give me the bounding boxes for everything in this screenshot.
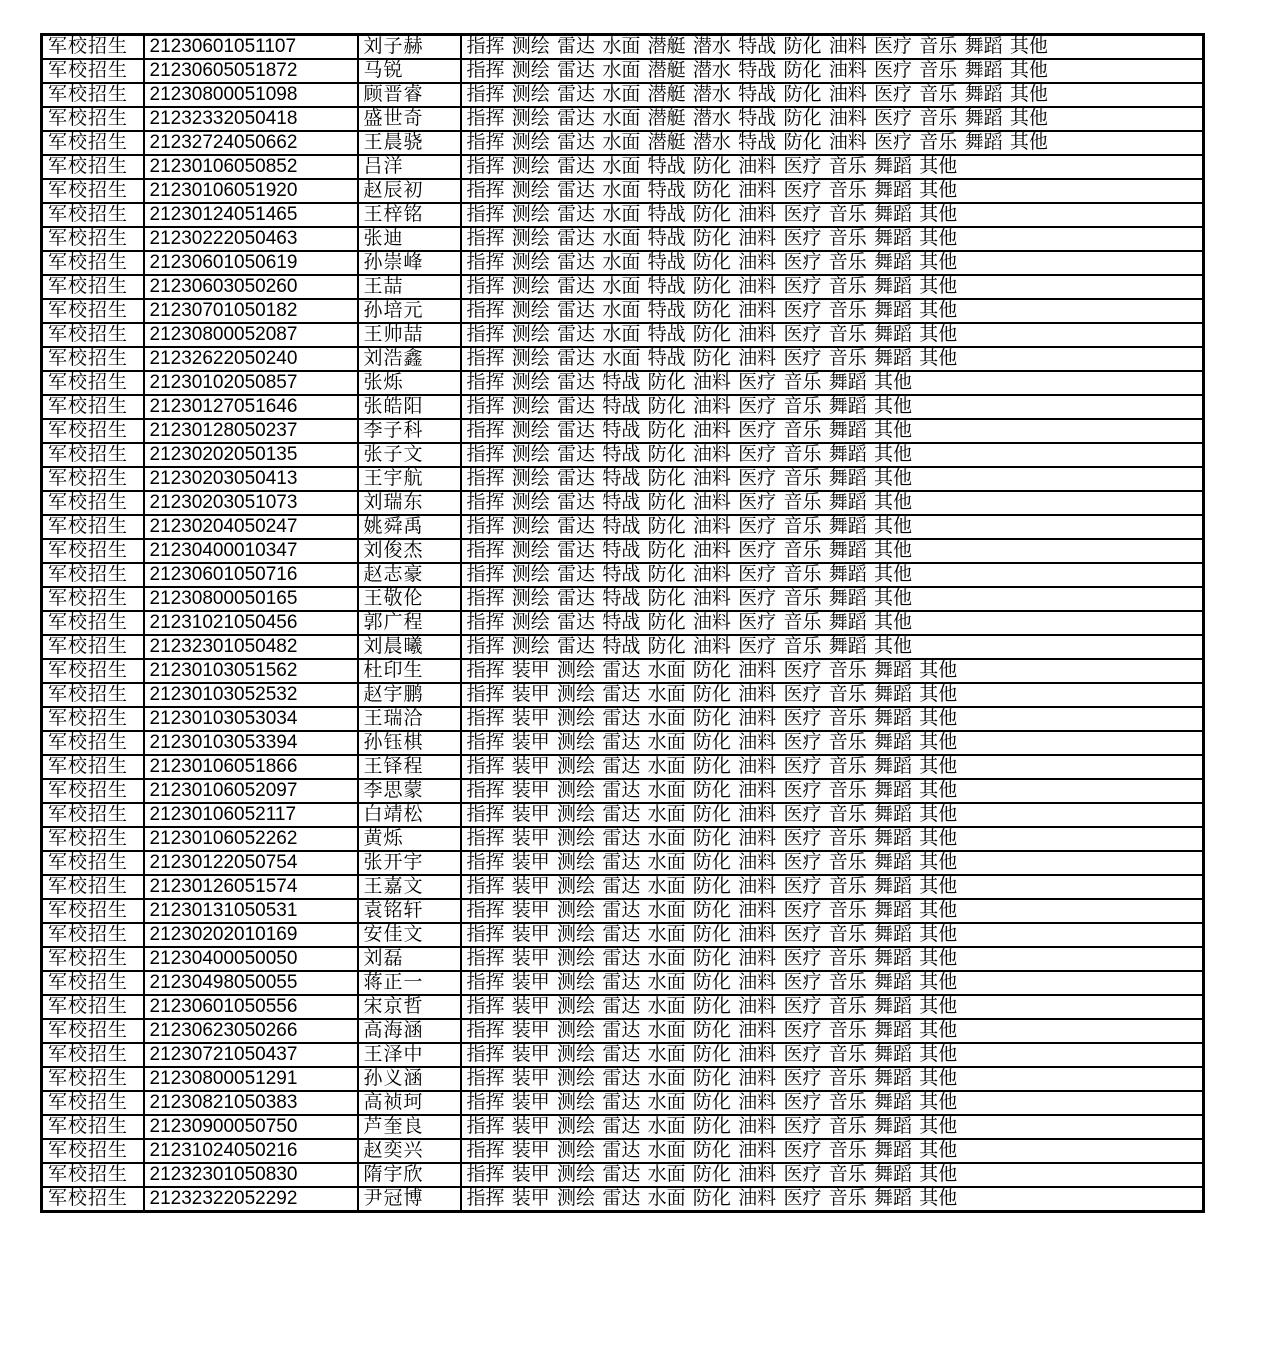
subjects-cell: 指挥 测绘 雷达 水面 潜艇 潜水 特战 防化 油料 医疗 音乐 舞蹈 其他: [461, 83, 1204, 107]
name-cell: 李思蒙: [358, 779, 461, 803]
category-cell: 军校招生: [42, 731, 144, 755]
category-cell: 军校招生: [42, 35, 144, 60]
category-cell: 军校招生: [42, 1043, 144, 1067]
table-row: [42, 131, 1204, 155]
table-row: [42, 827, 1204, 851]
table-row: [42, 563, 1204, 587]
category-cell: 军校招生: [42, 251, 144, 275]
exam-id-cell: 21230601050716: [144, 563, 358, 587]
table-row: [42, 899, 1204, 923]
name-cell: 刘瑞东: [358, 491, 461, 515]
category-cell: 军校招生: [42, 803, 144, 827]
category-cell: 军校招生: [42, 611, 144, 635]
candidate-table-body: [42, 35, 1204, 1212]
exam-id-cell: 21230122050754: [144, 851, 358, 875]
exam-id-cell: 21230103052532: [144, 683, 358, 707]
name-cell: 杜印生: [358, 659, 461, 683]
subjects-cell: 指挥 测绘 雷达 水面 特战 防化 油料 医疗 音乐 舞蹈 其他: [461, 347, 1204, 371]
subjects-cell: 指挥 装甲 测绘 雷达 水面 防化 油料 医疗 音乐 舞蹈 其他: [461, 995, 1204, 1019]
category-cell: 军校招生: [42, 707, 144, 731]
exam-id-cell: 21230103051562: [144, 659, 358, 683]
table-row: [42, 755, 1204, 779]
category-cell: 军校招生: [42, 347, 144, 371]
subjects-cell: 指挥 测绘 雷达 特战 防化 油料 医疗 音乐 舞蹈 其他: [461, 611, 1204, 635]
subjects-cell: 指挥 装甲 测绘 雷达 水面 防化 油料 医疗 音乐 舞蹈 其他: [461, 1091, 1204, 1115]
exam-id-cell: 21230701050182: [144, 299, 358, 323]
name-cell: 白靖松: [358, 803, 461, 827]
subjects-cell: 指挥 装甲 测绘 雷达 水面 防化 油料 医疗 音乐 舞蹈 其他: [461, 971, 1204, 995]
subjects-cell: 指挥 测绘 雷达 特战 防化 油料 医疗 音乐 舞蹈 其他: [461, 635, 1204, 659]
table-row: [42, 251, 1204, 275]
table-row: [42, 179, 1204, 203]
name-cell: 孙崇峰: [358, 251, 461, 275]
exam-id-cell: 21230800051098: [144, 83, 358, 107]
category-cell: 军校招生: [42, 275, 144, 299]
subjects-cell: 指挥 装甲 测绘 雷达 水面 防化 油料 医疗 音乐 舞蹈 其他: [461, 1019, 1204, 1043]
table-row: [42, 35, 1204, 60]
name-cell: 王瑞洽: [358, 707, 461, 731]
exam-id-cell: 21230128050237: [144, 419, 358, 443]
exam-id-cell: 21232301050830: [144, 1163, 358, 1187]
name-cell: 王喆: [358, 275, 461, 299]
name-cell: 赵宇鹏: [358, 683, 461, 707]
table-row: [42, 395, 1204, 419]
table-row: [42, 419, 1204, 443]
subjects-cell: 指挥 测绘 雷达 水面 特战 防化 油料 医疗 音乐 舞蹈 其他: [461, 227, 1204, 251]
table-row: [42, 371, 1204, 395]
table-row: [42, 779, 1204, 803]
subjects-cell: 指挥 装甲 测绘 雷达 水面 防化 油料 医疗 音乐 舞蹈 其他: [461, 923, 1204, 947]
name-cell: 芦奎良: [358, 1115, 461, 1139]
subjects-cell: 指挥 装甲 测绘 雷达 水面 防化 油料 医疗 音乐 舞蹈 其他: [461, 1115, 1204, 1139]
category-cell: 军校招生: [42, 587, 144, 611]
table-row: [42, 155, 1204, 179]
name-cell: 姚舜禹: [358, 515, 461, 539]
name-cell: 王宇航: [358, 467, 461, 491]
subjects-cell: 指挥 装甲 测绘 雷达 水面 防化 油料 医疗 音乐 舞蹈 其他: [461, 1139, 1204, 1163]
name-cell: 安佳文: [358, 923, 461, 947]
name-cell: 黄烁: [358, 827, 461, 851]
table-row: [42, 443, 1204, 467]
category-cell: 军校招生: [42, 659, 144, 683]
name-cell: 蒋正一: [358, 971, 461, 995]
category-cell: 军校招生: [42, 155, 144, 179]
category-cell: 军校招生: [42, 131, 144, 155]
name-cell: 李子科: [358, 419, 461, 443]
subjects-cell: 指挥 装甲 测绘 雷达 水面 防化 油料 医疗 音乐 舞蹈 其他: [461, 755, 1204, 779]
name-cell: 王梓铭: [358, 203, 461, 227]
exam-id-cell: 21230106051920: [144, 179, 358, 203]
exam-id-cell: 21230603050260: [144, 275, 358, 299]
category-cell: 军校招生: [42, 1115, 144, 1139]
category-cell: 军校招生: [42, 995, 144, 1019]
table-row: [42, 611, 1204, 635]
subjects-cell: 指挥 测绘 雷达 水面 特战 防化 油料 医疗 音乐 舞蹈 其他: [461, 155, 1204, 179]
exam-id-cell: 21230103053034: [144, 707, 358, 731]
exam-id-cell: 21230127051646: [144, 395, 358, 419]
category-cell: 军校招生: [42, 179, 144, 203]
table-row: [42, 491, 1204, 515]
table-row: [42, 971, 1204, 995]
category-cell: 军校招生: [42, 875, 144, 899]
table-row: [42, 803, 1204, 827]
name-cell: 孙钰棋: [358, 731, 461, 755]
subjects-cell: 指挥 测绘 雷达 水面 特战 防化 油料 医疗 音乐 舞蹈 其他: [461, 251, 1204, 275]
category-cell: 军校招生: [42, 371, 144, 395]
category-cell: 军校招生: [42, 515, 144, 539]
subjects-cell: 指挥 测绘 雷达 特战 防化 油料 医疗 音乐 舞蹈 其他: [461, 395, 1204, 419]
category-cell: 军校招生: [42, 1163, 144, 1187]
subjects-cell: 指挥 测绘 雷达 特战 防化 油料 医疗 音乐 舞蹈 其他: [461, 587, 1204, 611]
name-cell: 刘晨曦: [358, 635, 461, 659]
category-cell: 军校招生: [42, 467, 144, 491]
table-row: [42, 1091, 1204, 1115]
name-cell: 宋京哲: [358, 995, 461, 1019]
table-row: [42, 875, 1204, 899]
exam-id-cell: 21230102050857: [144, 371, 358, 395]
category-cell: 军校招生: [42, 227, 144, 251]
exam-id-cell: 21230800051291: [144, 1067, 358, 1091]
subjects-cell: 指挥 测绘 雷达 水面 特战 防化 油料 医疗 音乐 舞蹈 其他: [461, 299, 1204, 323]
subjects-cell: 指挥 测绘 雷达 水面 潜艇 潜水 特战 防化 油料 医疗 音乐 舞蹈 其他: [461, 59, 1204, 83]
name-cell: 刘子赫: [358, 35, 461, 60]
table-row: [42, 1163, 1204, 1187]
category-cell: 军校招生: [42, 1139, 144, 1163]
candidate-table: [40, 33, 1205, 1213]
name-cell: 张开宇: [358, 851, 461, 875]
name-cell: 王帅喆: [358, 323, 461, 347]
table-row: [42, 107, 1204, 131]
table-row: [42, 731, 1204, 755]
name-cell: 盛世奇: [358, 107, 461, 131]
name-cell: 刘磊: [358, 947, 461, 971]
name-cell: 王嘉文: [358, 875, 461, 899]
category-cell: 军校招生: [42, 971, 144, 995]
exam-id-cell: 21230601050556: [144, 995, 358, 1019]
exam-id-cell: 21230106052097: [144, 779, 358, 803]
exam-id-cell: 21230106051866: [144, 755, 358, 779]
name-cell: 郭广程: [358, 611, 461, 635]
subjects-cell: 指挥 装甲 测绘 雷达 水面 防化 油料 医疗 音乐 舞蹈 其他: [461, 875, 1204, 899]
table-row: [42, 515, 1204, 539]
name-cell: 马锐: [358, 59, 461, 83]
category-cell: 军校招生: [42, 1187, 144, 1212]
subjects-cell: 指挥 测绘 雷达 特战 防化 油料 医疗 音乐 舞蹈 其他: [461, 515, 1204, 539]
exam-id-cell: 21232301050482: [144, 635, 358, 659]
table-row: [42, 947, 1204, 971]
category-cell: 军校招生: [42, 1067, 144, 1091]
exam-id-cell: 21230800052087: [144, 323, 358, 347]
subjects-cell: 指挥 测绘 雷达 水面 特战 防化 油料 医疗 音乐 舞蹈 其他: [461, 275, 1204, 299]
exam-id-cell: 21231024050216: [144, 1139, 358, 1163]
exam-id-cell: 21230204050247: [144, 515, 358, 539]
category-cell: 军校招生: [42, 923, 144, 947]
exam-id-cell: 21230131050531: [144, 899, 358, 923]
category-cell: 军校招生: [42, 779, 144, 803]
subjects-cell: 指挥 测绘 雷达 特战 防化 油料 医疗 音乐 舞蹈 其他: [461, 443, 1204, 467]
table-row: [42, 587, 1204, 611]
category-cell: 军校招生: [42, 635, 144, 659]
subjects-cell: 指挥 装甲 测绘 雷达 水面 防化 油料 医疗 音乐 舞蹈 其他: [461, 899, 1204, 923]
category-cell: 军校招生: [42, 827, 144, 851]
subjects-cell: 指挥 装甲 测绘 雷达 水面 防化 油料 医疗 音乐 舞蹈 其他: [461, 1163, 1204, 1187]
exam-id-cell: 21232332050418: [144, 107, 358, 131]
table-row: [42, 1187, 1204, 1212]
category-cell: 军校招生: [42, 203, 144, 227]
subjects-cell: 指挥 装甲 测绘 雷达 水面 防化 油料 医疗 音乐 舞蹈 其他: [461, 779, 1204, 803]
exam-id-cell: 21230605051872: [144, 59, 358, 83]
subjects-cell: 指挥 装甲 测绘 雷达 水面 防化 油料 医疗 音乐 舞蹈 其他: [461, 1067, 1204, 1091]
table-row: [42, 203, 1204, 227]
name-cell: 刘俊杰: [358, 539, 461, 563]
name-cell: 赵辰初: [358, 179, 461, 203]
exam-id-cell: 21230203050413: [144, 467, 358, 491]
table-row: [42, 683, 1204, 707]
category-cell: 军校招生: [42, 83, 144, 107]
exam-id-cell: 21232322052292: [144, 1187, 358, 1212]
category-cell: 军校招生: [42, 491, 144, 515]
subjects-cell: 指挥 装甲 测绘 雷达 水面 防化 油料 医疗 音乐 舞蹈 其他: [461, 827, 1204, 851]
category-cell: 军校招生: [42, 851, 144, 875]
table-row: [42, 1019, 1204, 1043]
subjects-cell: 指挥 装甲 测绘 雷达 水面 防化 油料 医疗 音乐 舞蹈 其他: [461, 707, 1204, 731]
exam-id-cell: 21230400010347: [144, 539, 358, 563]
table-row: [42, 347, 1204, 371]
table-row: [42, 539, 1204, 563]
name-cell: 尹冠博: [358, 1187, 461, 1212]
exam-id-cell: 21230222050463: [144, 227, 358, 251]
category-cell: 军校招生: [42, 899, 144, 923]
subjects-cell: 指挥 装甲 测绘 雷达 水面 防化 油料 医疗 音乐 舞蹈 其他: [461, 851, 1204, 875]
exam-id-cell: 21230400050050: [144, 947, 358, 971]
exam-id-cell: 21230124051465: [144, 203, 358, 227]
table-row: [42, 635, 1204, 659]
subjects-cell: 指挥 测绘 雷达 特战 防化 油料 医疗 音乐 舞蹈 其他: [461, 539, 1204, 563]
table-row: [42, 1139, 1204, 1163]
exam-id-cell: 21232724050662: [144, 131, 358, 155]
subjects-cell: 指挥 测绘 雷达 特战 防化 油料 医疗 音乐 舞蹈 其他: [461, 371, 1204, 395]
exam-id-cell: 21230202010169: [144, 923, 358, 947]
category-cell: 军校招生: [42, 443, 144, 467]
table-row: [42, 275, 1204, 299]
name-cell: 赵志豪: [358, 563, 461, 587]
exam-id-cell: 21232622050240: [144, 347, 358, 371]
subjects-cell: 指挥 装甲 测绘 雷达 水面 防化 油料 医疗 音乐 舞蹈 其他: [461, 659, 1204, 683]
name-cell: 隋宇欣: [358, 1163, 461, 1187]
category-cell: 军校招生: [42, 563, 144, 587]
exam-id-cell: 21230601050619: [144, 251, 358, 275]
exam-id-cell: 21230106052117: [144, 803, 358, 827]
subjects-cell: 指挥 测绘 雷达 水面 潜艇 潜水 特战 防化 油料 医疗 音乐 舞蹈 其他: [461, 131, 1204, 155]
name-cell: 高祯珂: [358, 1091, 461, 1115]
exam-id-cell: 21230623050266: [144, 1019, 358, 1043]
table-row: [42, 1067, 1204, 1091]
category-cell: 军校招生: [42, 299, 144, 323]
subjects-cell: 指挥 测绘 雷达 水面 潜艇 潜水 特战 防化 油料 医疗 音乐 舞蹈 其他: [461, 35, 1204, 60]
category-cell: 军校招生: [42, 323, 144, 347]
name-cell: 吕洋: [358, 155, 461, 179]
category-cell: 军校招生: [42, 539, 144, 563]
name-cell: 赵奕兴: [358, 1139, 461, 1163]
subjects-cell: 指挥 测绘 雷达 特战 防化 油料 医疗 音乐 舞蹈 其他: [461, 491, 1204, 515]
subjects-cell: 指挥 装甲 测绘 雷达 水面 防化 油料 医疗 音乐 舞蹈 其他: [461, 683, 1204, 707]
exam-id-cell: 21230126051574: [144, 875, 358, 899]
category-cell: 军校招生: [42, 395, 144, 419]
table-row: [42, 323, 1204, 347]
subjects-cell: 指挥 装甲 测绘 雷达 水面 防化 油料 医疗 音乐 舞蹈 其他: [461, 731, 1204, 755]
exam-id-cell: 21230800050165: [144, 587, 358, 611]
exam-id-cell: 21230103053394: [144, 731, 358, 755]
subjects-cell: 指挥 测绘 雷达 特战 防化 油料 医疗 音乐 舞蹈 其他: [461, 563, 1204, 587]
exam-id-cell: 21230601051107: [144, 35, 358, 60]
exam-id-cell: 21230821050383: [144, 1091, 358, 1115]
name-cell: 王铎程: [358, 755, 461, 779]
table-row: [42, 707, 1204, 731]
subjects-cell: 指挥 测绘 雷达 水面 特战 防化 油料 医疗 音乐 舞蹈 其他: [461, 179, 1204, 203]
name-cell: 高海涵: [358, 1019, 461, 1043]
table-row: [42, 923, 1204, 947]
subjects-cell: 指挥 测绘 雷达 水面 特战 防化 油料 医疗 音乐 舞蹈 其他: [461, 203, 1204, 227]
category-cell: 军校招生: [42, 1091, 144, 1115]
exam-id-cell: 21230106052262: [144, 827, 358, 851]
table-row: [42, 59, 1204, 83]
subjects-cell: 指挥 测绘 雷达 特战 防化 油料 医疗 音乐 舞蹈 其他: [461, 419, 1204, 443]
table-row: [42, 1043, 1204, 1067]
table-row: [42, 83, 1204, 107]
name-cell: 孙义涵: [358, 1067, 461, 1091]
name-cell: 张子文: [358, 443, 461, 467]
subjects-cell: 指挥 装甲 测绘 雷达 水面 防化 油料 医疗 音乐 舞蹈 其他: [461, 803, 1204, 827]
name-cell: 袁铭轩: [358, 899, 461, 923]
category-cell: 军校招生: [42, 419, 144, 443]
subjects-cell: 指挥 测绘 雷达 特战 防化 油料 医疗 音乐 舞蹈 其他: [461, 467, 1204, 491]
name-cell: 张烁: [358, 371, 461, 395]
subjects-cell: 指挥 装甲 测绘 雷达 水面 防化 油料 医疗 音乐 舞蹈 其他: [461, 1043, 1204, 1067]
subjects-cell: 指挥 测绘 雷达 水面 特战 防化 油料 医疗 音乐 舞蹈 其他: [461, 323, 1204, 347]
exam-id-cell: 21230203051073: [144, 491, 358, 515]
exam-id-cell: 21231021050456: [144, 611, 358, 635]
table-row: [42, 995, 1204, 1019]
exam-id-cell: 21230202050135: [144, 443, 358, 467]
exam-id-cell: 21230900050750: [144, 1115, 358, 1139]
category-cell: 军校招生: [42, 1019, 144, 1043]
category-cell: 军校招生: [42, 683, 144, 707]
exam-id-cell: 21230106050852: [144, 155, 358, 179]
table-row: [42, 659, 1204, 683]
exam-id-cell: 21230498050055: [144, 971, 358, 995]
name-cell: 顾晋睿: [358, 83, 461, 107]
name-cell: 张皓阳: [358, 395, 461, 419]
table-row: [42, 299, 1204, 323]
subjects-cell: 指挥 装甲 测绘 雷达 水面 防化 油料 医疗 音乐 舞蹈 其他: [461, 947, 1204, 971]
subjects-cell: 指挥 测绘 雷达 水面 潜艇 潜水 特战 防化 油料 医疗 音乐 舞蹈 其他: [461, 107, 1204, 131]
name-cell: 孙培元: [358, 299, 461, 323]
subjects-cell: 指挥 装甲 测绘 雷达 水面 防化 油料 医疗 音乐 舞蹈 其他: [461, 1187, 1204, 1212]
table-row: [42, 1115, 1204, 1139]
name-cell: 王晨骁: [358, 131, 461, 155]
name-cell: 王泽中: [358, 1043, 461, 1067]
category-cell: 军校招生: [42, 59, 144, 83]
category-cell: 军校招生: [42, 947, 144, 971]
exam-id-cell: 21230721050437: [144, 1043, 358, 1067]
category-cell: 军校招生: [42, 755, 144, 779]
table-row: [42, 851, 1204, 875]
table-row: [42, 467, 1204, 491]
name-cell: 王敬伦: [358, 587, 461, 611]
category-cell: 军校招生: [42, 107, 144, 131]
table-row: [42, 227, 1204, 251]
name-cell: 张迪: [358, 227, 461, 251]
name-cell: 刘浩鑫: [358, 347, 461, 371]
